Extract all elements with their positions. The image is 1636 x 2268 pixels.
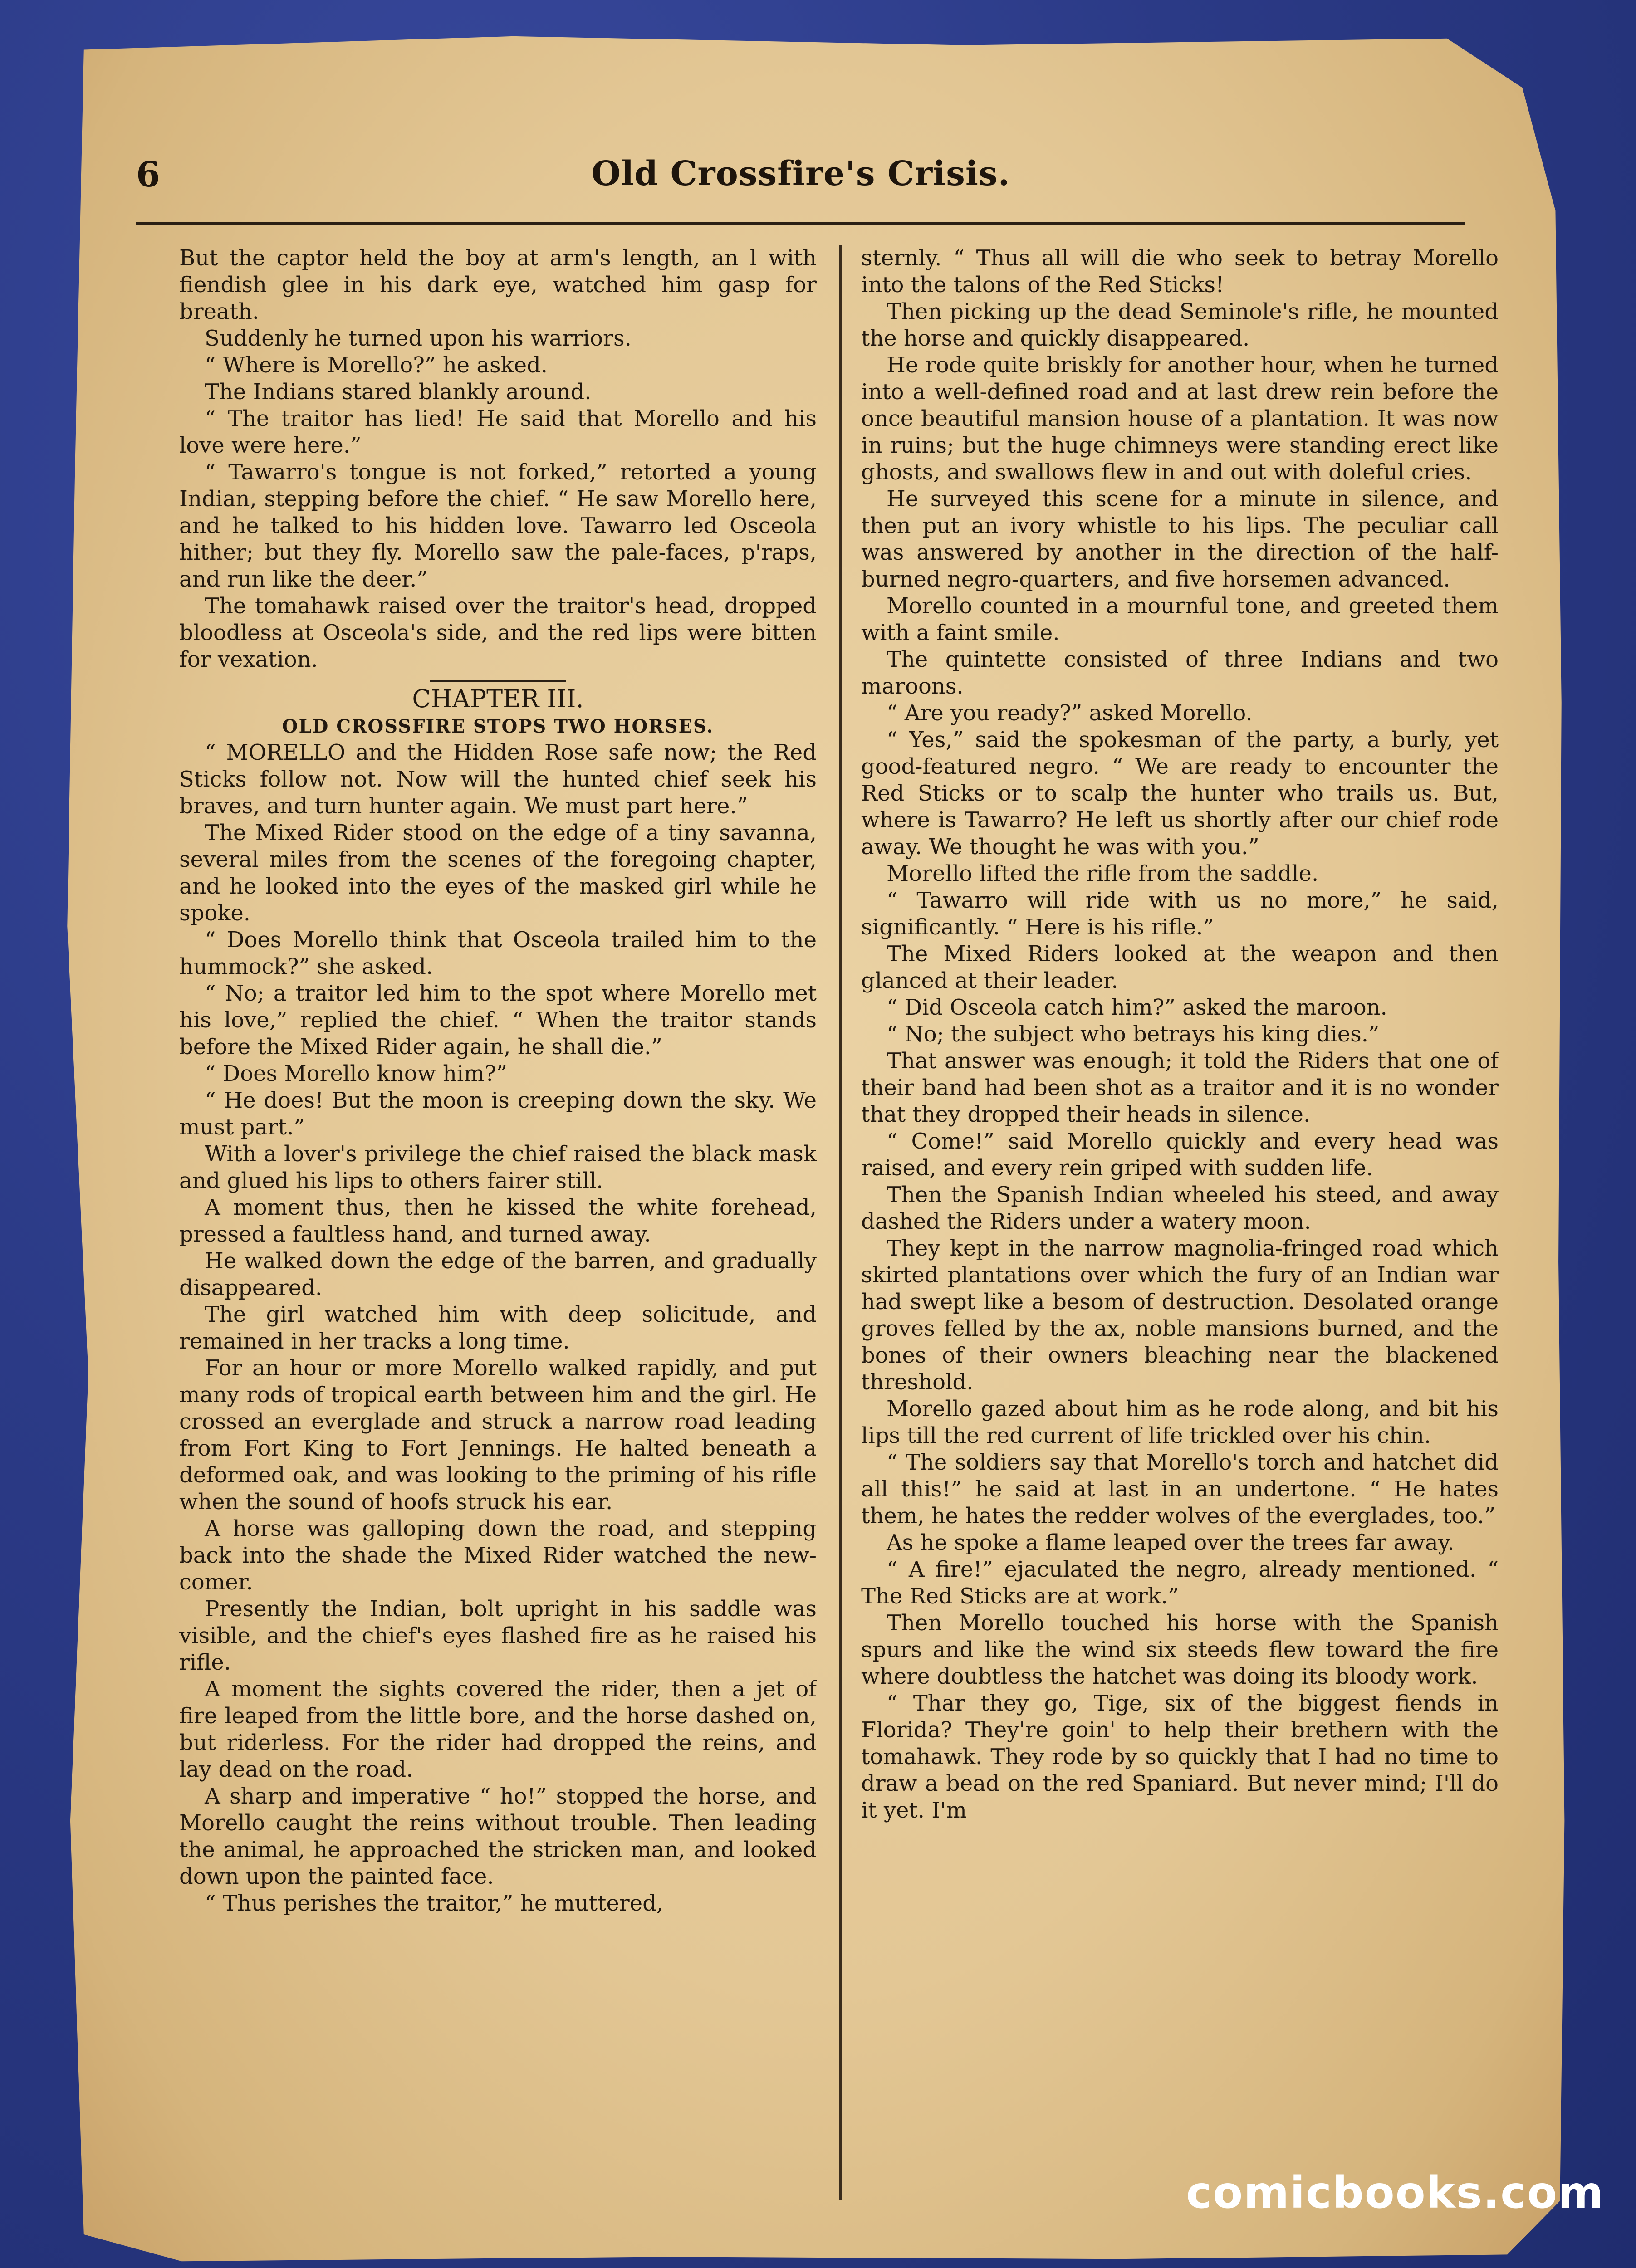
paragraph: “ A fire!” ejaculated the negro, already mentioned. “ The Red Sticks are at work.”	[861, 1557, 1499, 1609]
paragraph: That answer was enough; it told the Riders that one of their band had been shot as a traitor and it is no wonder that they dropped their heads in silence.	[861, 1048, 1499, 1127]
paragraph: “ He does! But the moon is creeping down the sky. We must part.”	[179, 1088, 817, 1140]
left-column	[179, 245, 817, 2204]
paragraph: The quintette consisted of three Indians and two maroons.	[861, 647, 1499, 699]
paragraph: “ Does Morello know him?”	[205, 1061, 508, 1086]
paragraph: The tomahawk raised over the traitor's head, dropped bloodless at Osceola's side, and the red lips were bitten for vexation.	[179, 593, 817, 672]
paragraph: sternly. “ Thus all will die who seek to betray Morello into the talons of the Red Sticks!	[861, 245, 1499, 298]
paragraph: “ Come!” said Morello quickly and every head was raised, and every rein griped with sudden life.	[861, 1129, 1499, 1181]
paragraph: “ The soldiers say that Morello's torch and hatchet did all this!” he said at last in an undertone. “ He hates them, he hates the redder wolves of the everglades, too.”	[861, 1450, 1499, 1529]
paragraph: “ The traitor has lied! He said that Morello and his love were here.”	[179, 406, 817, 458]
paragraph: Presently the Indian, bolt upright in his saddle was visible, and the chief's eyes flashed fire as he raised his rifle.	[179, 1596, 817, 1675]
paragraph: The Indians stared blankly around.	[205, 379, 592, 405]
paragraph: The Mixed Riders looked at the weapon and then glanced at their leader.	[861, 941, 1499, 993]
paragraph: For an hour or more Morello walked rapidly, and put many rods of tropical earth between him and the girl. He crossed an everglade and struck a narrow road leading from Fort King to Fort Jennings. He halted beneath a deformed oak, and was looking to the priming of his rifle when the sound of hoofs struck his ear.	[179, 1355, 817, 1515]
right-column	[861, 245, 1499, 2204]
paragraph: A sharp and imperative “ ho!” stopped the horse, and Morello caught the reins without trouble. Then leading the animal, he approached the stricken man, and looked down upon the painted face.	[179, 1784, 817, 1889]
paragraph: A moment thus, then he kissed the white forehead, pressed a faultless hand, and turned away.	[179, 1195, 817, 1247]
column-divider	[839, 245, 842, 2200]
paragraph: The Mixed Rider stood on the edge of a tiny savanna, several miles from the scenes of the foregoing chapter, and he looked into the eyes of the masked girl while he spoke.	[179, 820, 817, 926]
paragraph: A moment the sights covered the rider, then a jet of fire leaped from the little bore, and the horse dashed on, but riderless. For the rider had dropped the reins, and lay dead on the road.	[179, 1677, 817, 1782]
paragraph: Then picking up the dead Seminole's rifle, he mounted the horse and quickly disappeared.	[861, 299, 1499, 351]
paragraph: “ Yes,” said the spokesman of the party, a burly, yet good-featured negro. “ We are ready to encounter the Red Sticks or to scalp the hunter who trails us. But, where is Tawarro? He left us shortly after our chief rode away. We thought he was with you.”	[861, 727, 1499, 860]
paragraph: A horse was galloping down the road, and stepping back into the shade the Mixed Rider watched the new-comer.	[179, 1516, 817, 1595]
chapter-title: CHAPTER III.	[412, 684, 584, 713]
paragraph: The girl watched him with deep solicitude, and remained in her tracks a long time.	[179, 1302, 817, 1354]
chapter-subtitle: OLD CROSSFIRE STOPS TWO HORSES.	[282, 716, 714, 737]
paragraph: As he spoke a flame leaped over the trees far away.	[887, 1530, 1455, 1555]
page-number: 6	[136, 154, 160, 195]
paragraph: “ Where is Morello?” he asked.	[205, 352, 548, 378]
header-rule	[136, 222, 1465, 225]
paragraph: “ MORELLO and the Hidden Rose safe now; the Red Sticks follow not. Now will the hunted chief seek his braves, and turn hunter again. We must part here.”	[179, 740, 817, 819]
paragraph: Morello gazed about him as he rode along, and bit his lips till the red current of life trickled over his chin.	[861, 1396, 1499, 1448]
paragraph: He rode quite briskly for another hour, when he turned into a well-defined road and at last drew rein before the once beautiful mansion house of a plantation. It was now in ruins; but the huge chimneys were standing erect like ghosts, and swallows flew in and out with doleful cries.	[861, 352, 1499, 485]
paragraph: “ Are you ready?” asked Morello.	[887, 700, 1253, 726]
paragraph: “ No; a traitor led him to the spot where Morello met his love,” replied the chief. “ When the traitor stands before the Mixed Rider again, he shall die.”	[179, 981, 817, 1060]
paragraph: Then the Spanish Indian wheeled his steed, and away dashed the Riders under a watery moon.	[861, 1182, 1499, 1234]
paragraph: He walked down the edge of the barren, and gradually disappeared.	[179, 1248, 817, 1300]
left-paragraphs-before	[179, 245, 817, 673]
paragraph: “ No; the subject who betrays his king dies.”	[887, 1022, 1380, 1047]
paragraph: “ Did Osceola catch him?” asked the maroon.	[887, 995, 1387, 1020]
running-title: Old Crossfire's Crisis.	[591, 154, 1010, 193]
paragraph: Morello counted in a mournful tone, and greeted them with a faint smile.	[861, 593, 1499, 645]
paragraph: But the captor held the boy at arm's length, an l with fiendish glee in his dark eye, watched him gasp for breath.	[179, 245, 817, 324]
paragraph: “ Tawarro's tongue is not forked,” retorted a young Indian, stepping before the chief. “ He saw Morello here, and he talked to his hidden love. Tawarro led Osceola hither; but they fly. Morello saw the pale-faces, p'raps, and run like the deer.”	[179, 459, 817, 592]
page-header	[136, 136, 1465, 209]
paragraph: “ Thar they go, Tige, six of the biggest fiends in Florida? They're goin' to help their brethern with the tomahawk. They rode by so quickly that I had no time to draw a bead on the red Spaniard. But never mind; I'll do it yet. I'm	[861, 1691, 1499, 1823]
right-paragraphs	[861, 245, 1499, 1824]
paragraph: Then Morello touched his horse with the Spanish spurs and like the wind six steeds flew toward the fire where doubtless the hatchet was doing its bloody work.	[861, 1610, 1499, 1689]
paragraph: “ Tawarro will ride with us no more,” he said, significantly. “ Here is his rifle.”	[861, 888, 1499, 940]
paragraph: “ Thus perishes the traitor,” he muttered,	[205, 1891, 664, 1916]
paragraph: “ Does Morello think that Osceola trailed him to the hummock?” she asked.	[179, 927, 817, 979]
site-watermark: comicbooks.com	[1186, 2167, 1604, 2218]
paragraph: Morello lifted the rifle from the saddle.	[887, 861, 1319, 886]
paragraph: He surveyed this scene for a minute in silence, and then put an ivory whistle to his lips. The peculiar call was answered by another in the direction of the half-burned negro-quarters, and five horsemen advanced.	[861, 486, 1499, 592]
paragraph: They kept in the narrow magnolia-fringed road which skirted plantations over which the fury of an Indian war had swept like a besom of destruction. Desolated orange groves felled by the ax, noble mansions burned, and the bones of their owners bleaching near the blackened threshold.	[861, 1236, 1499, 1395]
chapter-rule	[430, 680, 566, 682]
paragraph: With a lover's privilege the chief raised the black mask and glued his lips to others fairer still.	[179, 1141, 817, 1193]
paragraph: Suddenly he turned upon his warriors.	[205, 326, 632, 351]
left-paragraphs-after	[179, 739, 817, 1917]
